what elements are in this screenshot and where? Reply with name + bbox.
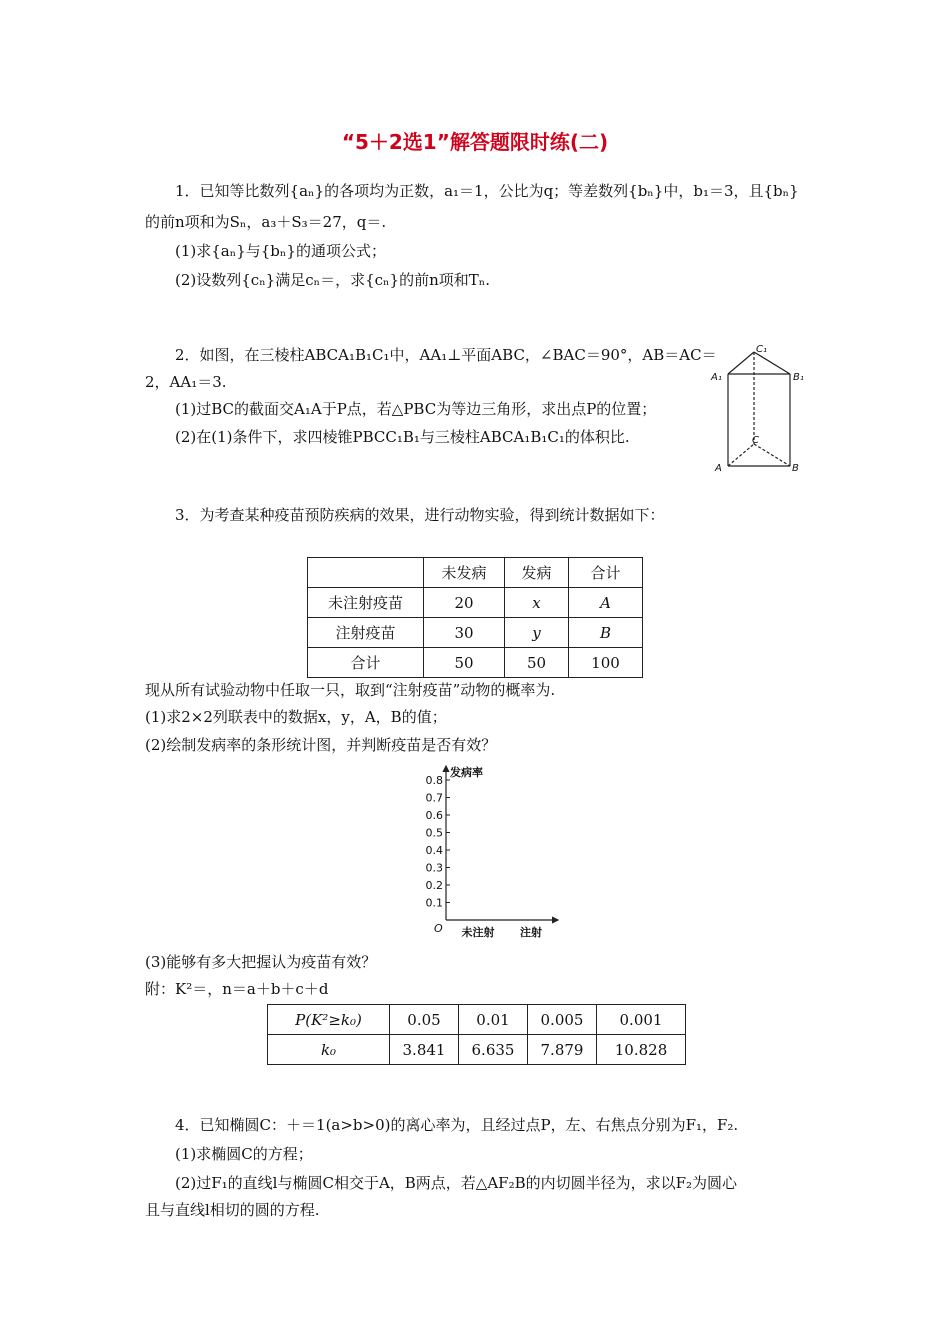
label-b1: B₁ <box>793 372 804 383</box>
table-cell: 合计 <box>308 648 424 678</box>
q3-part1: (1)求2×2列联表中的数据x，y，A，B的值； <box>145 708 447 726</box>
q3-note: 附：K²＝，n＝a＋b＋c＋d <box>145 980 329 998</box>
y-axis-label: 发病率 <box>450 766 483 779</box>
table-cell: 50 <box>505 648 569 678</box>
y-tick-label: 0.4 <box>425 844 443 857</box>
table-cell: x <box>505 588 569 618</box>
table-cell: 0.05 <box>390 1005 459 1035</box>
table-header-cell: 未发病 <box>424 558 505 588</box>
table-cell: 未注射疫苗 <box>308 588 424 618</box>
table-cell: 10.828 <box>597 1035 686 1065</box>
table-cell: 0.001 <box>597 1005 686 1035</box>
q1-line2: 的前n项和为Sₙ，a₃＋S₃＝27，q＝. <box>145 213 387 231</box>
y-tick-label: 0.2 <box>425 879 443 892</box>
contingency-table <box>307 557 643 678</box>
table-cell: y <box>505 618 569 648</box>
q3-part3: (3)能够有多大把握认为疫苗有效？ <box>145 953 377 971</box>
q4-part3: 且与直线l相切的圆的方程. <box>145 1201 320 1219</box>
label-a1: A₁ <box>711 372 722 383</box>
origin-label: O <box>434 922 443 935</box>
table-header-cell: 合计 <box>569 558 643 588</box>
q2-line1: 2．如图，在三棱柱ABCA₁B₁C₁中，AA₁⊥平面ABC，∠BAC＝90°，AB＝AC＝ <box>175 346 717 364</box>
table-cell: 0.005 <box>528 1005 597 1035</box>
q1-part2: (2)设数列{cₙ}满足cₙ＝，求{cₙ}的前n项和Tₙ. <box>175 271 491 289</box>
table-cell: B <box>569 618 643 648</box>
label-b: B <box>792 463 799 474</box>
q4-part2: (2)过F₁的直线l与椭圆C相交于A，B两点，若△AF₂B的内切圆半径为，求以F₂为圆心 <box>175 1174 738 1192</box>
q2-part1: (1)过BC的截面交A₁A于P点，若△PBC为等边三角形，求出点P的位置； <box>175 400 657 418</box>
bar-chart <box>418 762 568 940</box>
table-cell: 6.635 <box>459 1035 528 1065</box>
critical-value-table <box>267 1004 686 1065</box>
table-cell: 注射疫苗 <box>308 618 424 648</box>
q3-part2: (2)绘制发病率的条形统计图，并判断疫苗是否有效？ <box>145 736 497 754</box>
q1-line1: 1．已知等比数列{aₙ}的各项均为正数，a₁＝1，公比为q；等差数列{bₙ}中，b₁＝3，且{bₙ} <box>175 182 799 200</box>
q3-after-table: 现从所有试验动物中任取一只，取到“注射疫苗”动物的概率为. <box>145 681 556 699</box>
table-cell: 7.879 <box>528 1035 597 1065</box>
label-c: C <box>752 435 759 446</box>
page-title: “5＋2选1”解答题限时练(二) <box>341 130 609 154</box>
y-tick-label: 0.3 <box>425 861 443 875</box>
q3-line1: 3．为考查某种疫苗预防疾病的效果，进行动物实验，得到统计数据如下： <box>175 506 665 524</box>
q4-part1: (1)求椭圆C的方程； <box>175 1145 313 1163</box>
q2-part2: (2)在(1)条件下，求四棱锥PBCC₁B₁与三棱柱ABCA₁B₁C₁的体积比. <box>175 428 630 446</box>
table-cell: 0.01 <box>459 1005 528 1035</box>
table-cell: 30 <box>424 618 505 648</box>
table-cell: 50 <box>424 648 505 678</box>
y-tick-label: 0.5 <box>425 826 443 840</box>
x-category-label: 注射 <box>520 926 542 939</box>
q2-line2: 2，AA₁＝3. <box>145 373 227 391</box>
x-category-label: 未注射 <box>461 926 495 939</box>
table-cell: 20 <box>424 588 505 618</box>
y-tick-label: 0.6 <box>425 809 443 822</box>
prism-figure <box>706 340 816 480</box>
y-tick-label: 0.8 <box>425 774 443 787</box>
table-cell: k₀ <box>268 1035 390 1065</box>
table-cell: 100 <box>569 648 643 678</box>
table-cell: P(K²≥k₀) <box>268 1005 390 1035</box>
label-a: A <box>715 463 722 474</box>
y-tick-label: 0.1 <box>425 896 443 910</box>
label-c1: C₁ <box>756 344 767 355</box>
table-cell: A <box>569 588 643 618</box>
table-header-cell: 发病 <box>505 558 569 588</box>
table-cell: 3.841 <box>390 1035 459 1065</box>
q4-line1: 4．已知椭圆C：＋＝1(a>b>0)的离心率为，且经过点P，左、右焦点分别为F₁，F₂. <box>175 1116 739 1134</box>
table-header-cell <box>308 558 424 588</box>
y-tick-label: 0.7 <box>425 791 443 805</box>
q1-part1: (1)求{aₙ}与{bₙ}的通项公式； <box>175 242 386 260</box>
